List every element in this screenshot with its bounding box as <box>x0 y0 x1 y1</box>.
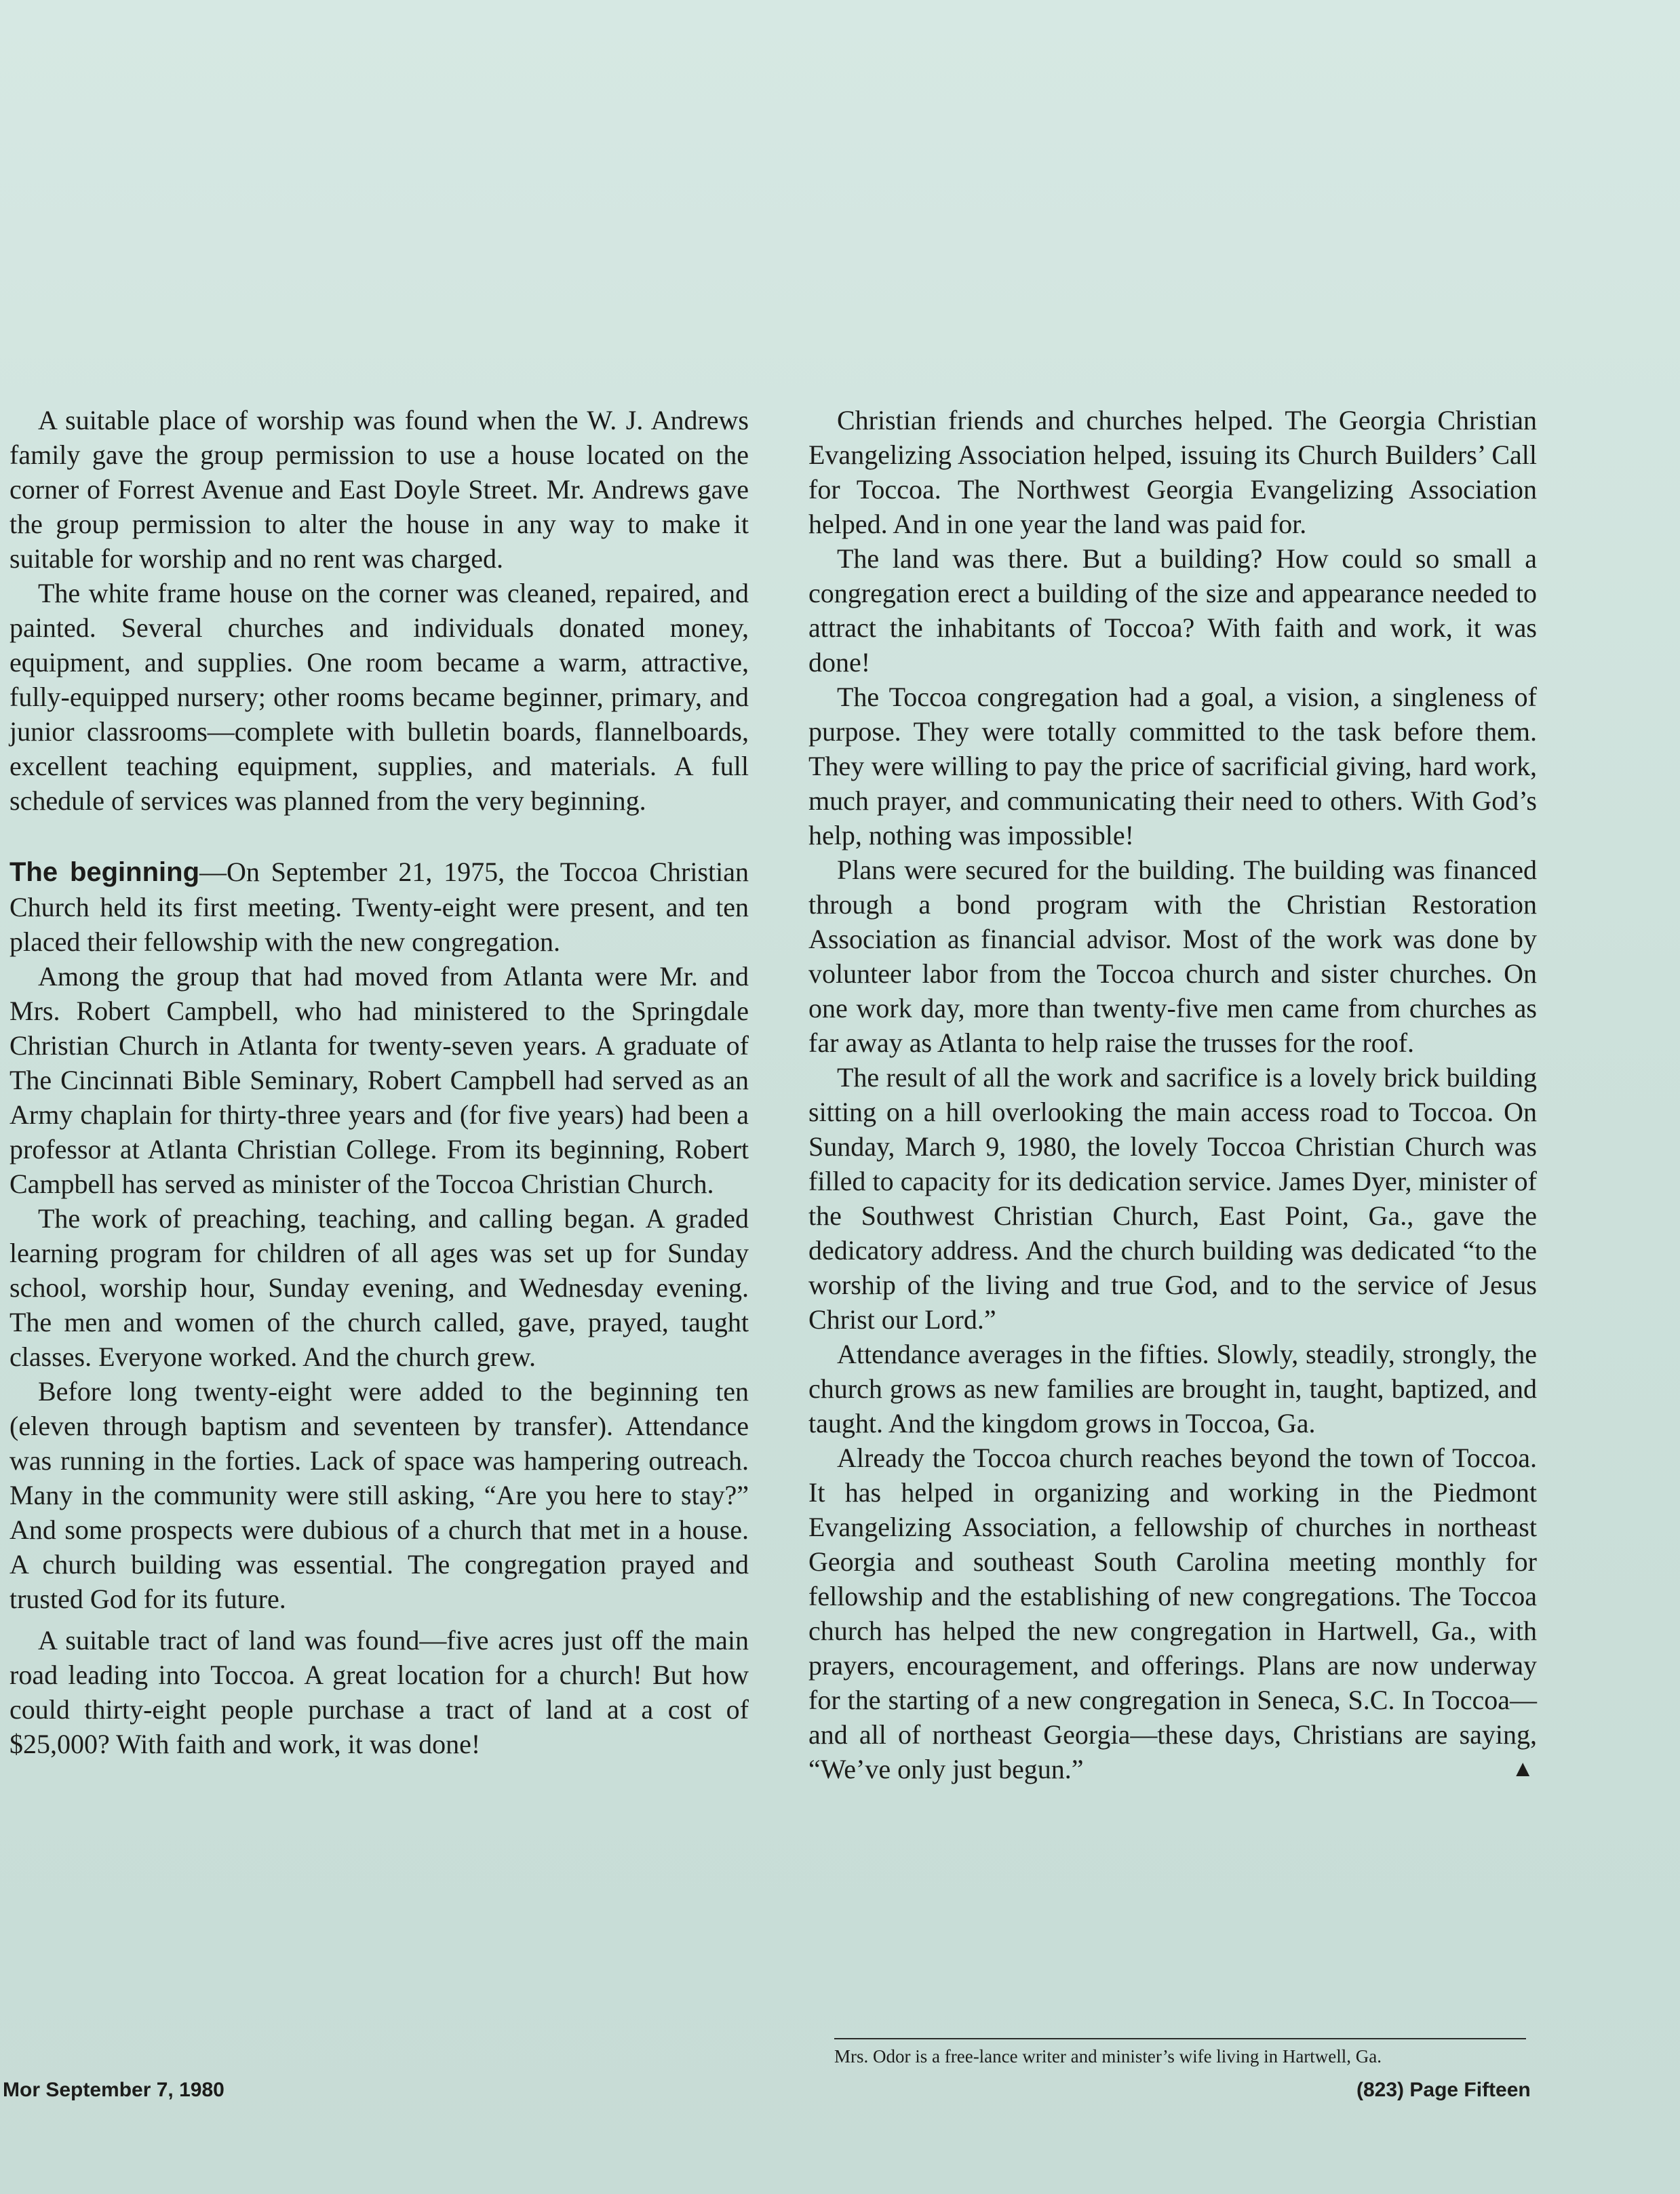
article-right-column <box>808 403 1537 1786</box>
paragraph: The land was there. But a building? How could so small a congregation erect a building of the size and appearance needed to attract the inhabitants of Toccoa? With faith and work, it was done! <box>808 543 1537 678</box>
paragraph: The work of preaching, teaching, and calling began. A graded learning program for children of all ages was set up for Sunday school, worship hour, Sunday evening, and Wednesday evening. The men and women of the church called, gave, prayed, taught classes. Everyone worked. And the church grew. <box>9 1203 749 1372</box>
paragraph-text: —On September 21, 1975, the Toccoa Christian Church held its first meeting. Twenty-eight were present, and ten placed their fellowship with the new congregation. <box>9 857 749 957</box>
paragraph: A suitable tract of land was found—five acres just off the main road leading into Toccoa. A great location for a church! But how could thirty-eight people purchase a tract of land at a cost of $25,000? With faith and work, it was done! <box>9 1625 749 1759</box>
article-left-column <box>9 403 749 1761</box>
section-paragraph <box>9 855 749 959</box>
paragraph: The white frame house on the corner was cleaned, repaired, and painted. Several churches and individuals donated money, equipment, and supplies. One room became a warm, attractive, fully-equipped nursery; other rooms became beginner, primary, and junior classrooms—complete with bulletin boards, flannelboards, excellent teaching equipment, supplies, and materials. A full schedule of services was planned from the very beginning. <box>9 578 749 816</box>
paragraph <box>808 1441 1537 1786</box>
footer-page-number: (823) Page Fifteen <box>1356 2079 1531 2101</box>
paragraph-text: Already the Toccoa church reaches beyond the town of Toccoa. It has helped in organizing and working in the Piedmont Evangelizing Association, a fellowship of churches in northeast Georgia and southeast South Carolina meeting monthly for fellowship and the establishing of new congregations. The Toccoa church has helped the new congregation in Hartwell, Ga., with prayers, encouragement, and offerings. Plans are now underway for the starting of a new congregation in Seneca, S.C. In Toccoa—and all of northeast Georgia—these days, Christians are saying, “We’ve only just begun.” <box>808 1443 1537 1784</box>
paragraph: Attendance averages in the fifties. Slowly, steadily, strongly, the church grows as new families are brought in, taught, baptized, and taught. And the kingdom grows in Toccoa, Ga. <box>808 1339 1537 1438</box>
end-of-article-triangle-icon: ▲ <box>1511 1757 1534 1782</box>
section-heading: The beginning <box>9 857 200 887</box>
paragraph: Among the group that had moved from Atlanta were Mr. and Mrs. Robert Campbell, who had ministered to the Springdale Christian Church in Atlanta for twenty-seven years. A graduate of The Cincinnati Bible Seminary, Robert Campbell had served as an Army chaplain for thirty-three years and (for five years) had been a professor at Atlanta Christian College. From its beginning, Robert Campbell has served as minister of the Toccoa Christian Church. <box>9 961 749 1199</box>
paragraph: Plans were secured for the building. The building was financed through a bond program with the Christian Restoration Association as financial advisor. Most of the work was done by volunteer labor from the Toccoa church and sister churches. On one work day, more than twenty-five men came from churches as far away as Atlanta to help raise the trusses for the roof. <box>808 855 1537 1058</box>
footer-issue-date: Mor September 7, 1980 <box>3 2079 224 2101</box>
paragraph: The result of all the work and sacrifice is a lovely brick building sitting on a hill overlooking the main access road to Toccoa. On Sunday, March 9, 1980, the lovely Toccoa Christian Church was filled to capacity for its dedication service. James Dyer, minister of the Southwest Christian Church, East Point, Ga., gave the dedicatory address. And the church building was dedicated “to the worship of the living and true God, and to the service of Jesus Christ our Lord.” <box>808 1062 1537 1335</box>
paragraph: The Toccoa congregation had a goal, a vision, a singleness of purpose. They were totally committed to the task before them. They were willing to pay the price of sacrificial giving, hard work, much prayer, and communicating their need to others. With God’s help, nothing was impossible! <box>808 682 1537 850</box>
author-note: Mrs. Odor is a free-lance writer and minister’s wife living in Hartwell, Ga. <box>834 2038 1526 2068</box>
paragraph: A suitable place of worship was found when the W. J. Andrews family gave the group permission to use a house located on the corner of Forrest Avenue and East Doyle Street. Mr. Andrews gave the group permission to alter the house in any way to make it suitable for worship and no rent was charged. <box>9 405 749 574</box>
paragraph: Christian friends and churches helped. The Georgia Christian Evangelizing Association helped, issuing its Church Builders’ Call for Toccoa. The Northwest Georgia Evangelizing Association helped. And in one year the land was paid for. <box>808 405 1537 539</box>
paragraph: Before long twenty-eight were added to the beginning ten (eleven through baptism and seventeen by transfer). Attendance was running in the forties. Lack of space was hampering outreach. Many in the community were still asking, “Are you here to stay?” And some prospects were dubious of a church that met in a house. A church building was essential. The congregation prayed and trusted God for its future. <box>9 1376 749 1614</box>
